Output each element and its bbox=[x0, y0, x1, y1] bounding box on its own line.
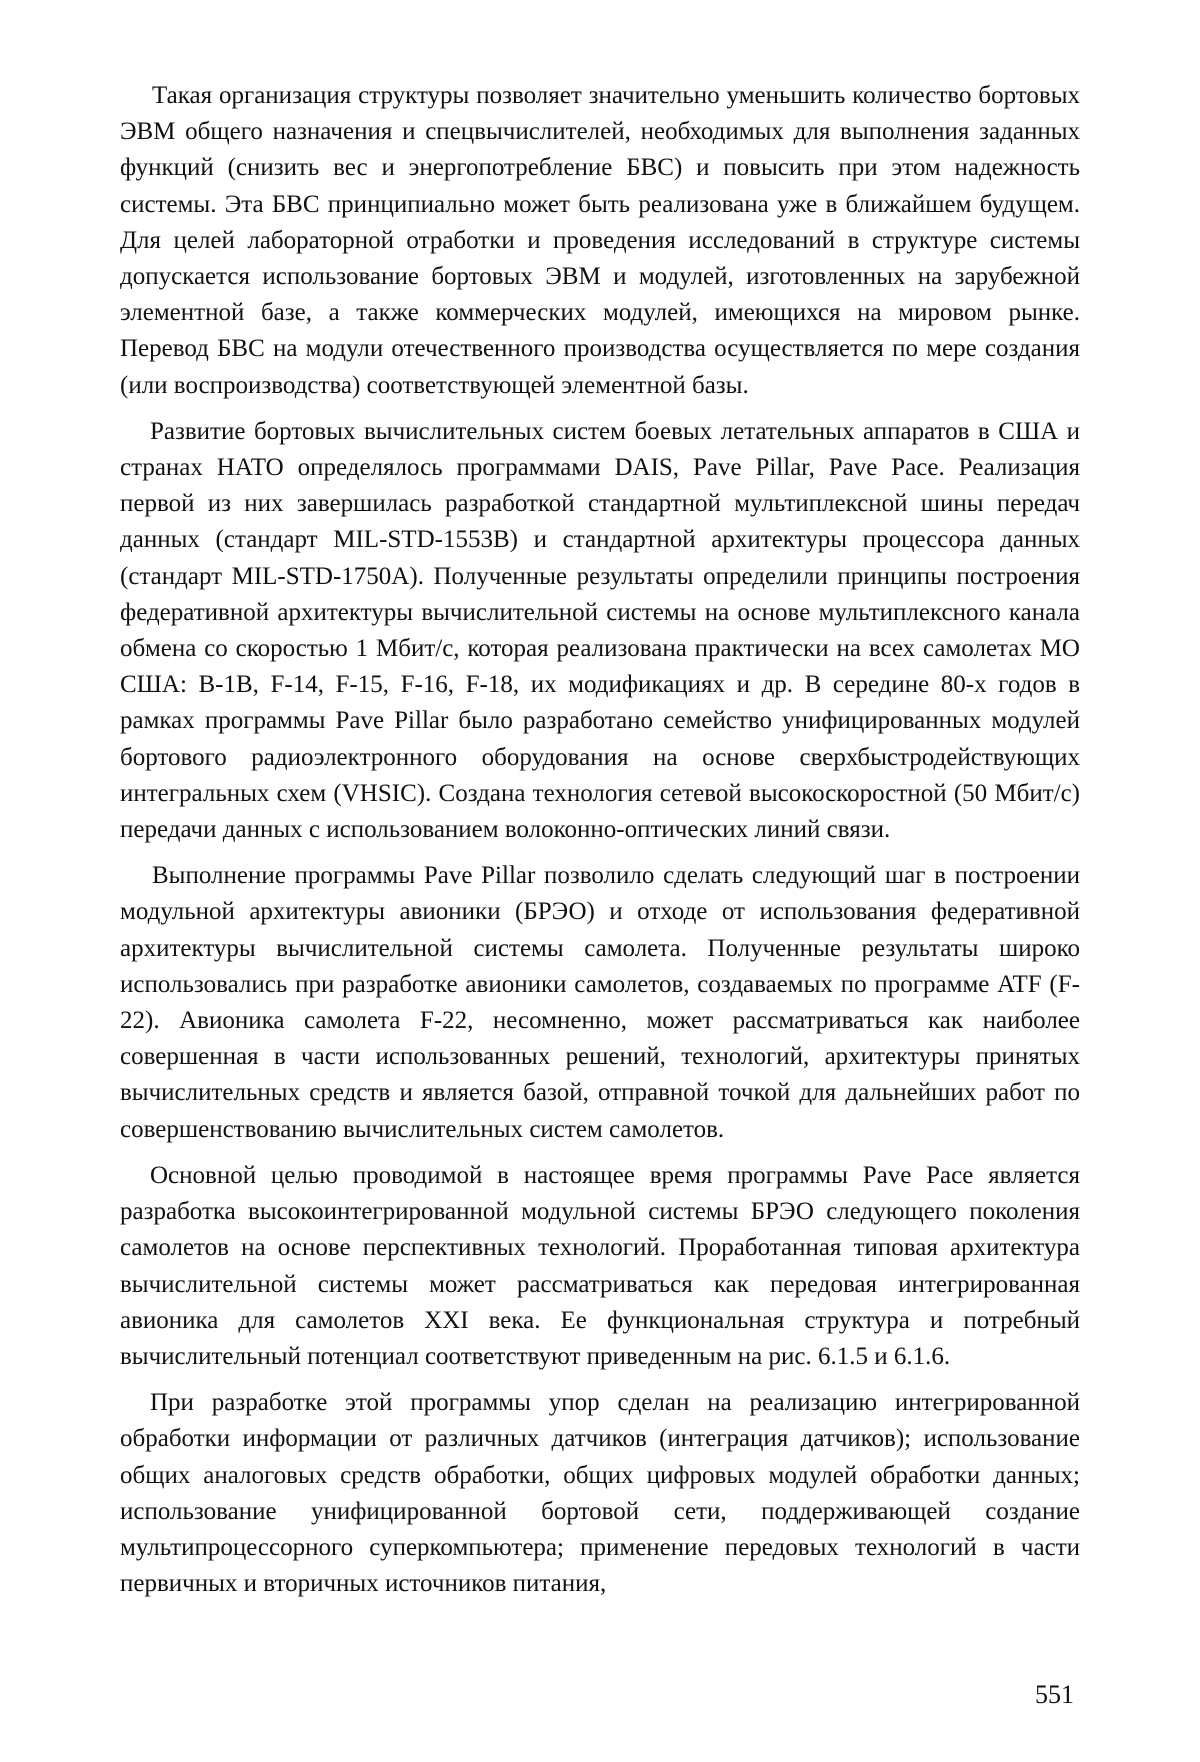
paragraph-5: При разработке этой программы упор сделан на реализацию интегрированной обработки информации от различных датчиков (интеграция датчиков); использование общих аналоговых средств обработки, общих цифровых модулей обработки данных; использование унифицированной бортовой сети, поддерживающей создание мультипроцессорного суперкомпьютера; применение передовых технологий в части первичных и вторичных источников питания, bbox=[120, 1389, 1080, 1598]
paragraph-4: Основной целью проводимой в настоящее время программы Pave Pace является разработка высокоинтегрированной модульной системы БРЭО следующего поколения самолетов на основе перспективных технологий. Проработанная типовая архитектура вычислительной системы может рассматриваться как передовая интегрированная авионика для самолетов XXI века. Ее функциональная структура и потребный вычислительный потенциал соответствуют приведенным на рис. 6.1.5 и 6.1.6. bbox=[120, 1161, 1080, 1370]
page-body bbox=[120, 78, 1080, 1612]
paragraph-1: Такая организация структуры позволяет значительно уменьшить количество бортовых ЭВМ общего назначения и спецвычислителей, необходимых для выполнения заданных функций (снизить вес и энергопотребление БВС) и повысить при этом надежность системы. Эта БВС принципиально может быть реализована уже в ближайшем будущем. Для целей лабораторной отработки и проведения исследований в структуре системы допускается использование бортовых ЭВМ и модулей, изготовленных на зарубежной элементной базе, а также коммерческих модулей, имеющихся на мировом рынке. Перевод БВС на модули отечественного производства осуществляется по мере создания (или воспроизводства) соответствующей элементной базы. bbox=[120, 82, 1080, 399]
paragraph-3: Выполнение программы Pave Pillar позволило сделать следующий шаг в построении модульной архитектуры авионики (БРЭО) и отходе от использования федеративной архитектуры вычислительной системы самолета. Полученные результаты широко использовались при разработке авионики самолетов, создаваемых по программе ATF (F-22). Авионика самолета F-22, несомненно, может рассматриваться как наиболее совершенная в части использованных решений, технологий, архитектуры принятых вычислительных средств и является базой, отправной точкой для дальнейших работ по совершенствованию вычислительных систем самолетов. bbox=[120, 862, 1080, 1143]
page-number: 551 bbox=[1035, 1680, 1074, 1709]
paragraph-2: Развитие бортовых вычислительных систем боевых летательных аппаратов в США и странах НАТО определялось программами DAIS, Pave Pillar, Pave Pace. Реализация первой из них завершилась разработкой стандартной мультиплексной шины передач данных (стандарт MIL-STD-1553B) и стандартной архитектуры процессора данных (стандарт MIL-STD-1750A). Полученные результаты определили принципы построения федеративной архитектуры вычислительной системы на основе мультиплексного канала обмена со скоростью 1 Мбит/с, которая реализована практически на всех самолетах МО США: B-1B, F-14, F-15, F-16, F-18, их модификациях и др. В середине 80-х годов в рамках программы Pave Pillar было разработано семейство унифицированных модулей бортового радиоэлектронного оборудования на основе сверхбыстродействующих интегральных схем (VHSIC). Создана технология сетевой высокоскоростной (50 Мбит/с) передачи данных с использованием волоконно-оптических линий связи. bbox=[120, 417, 1080, 844]
